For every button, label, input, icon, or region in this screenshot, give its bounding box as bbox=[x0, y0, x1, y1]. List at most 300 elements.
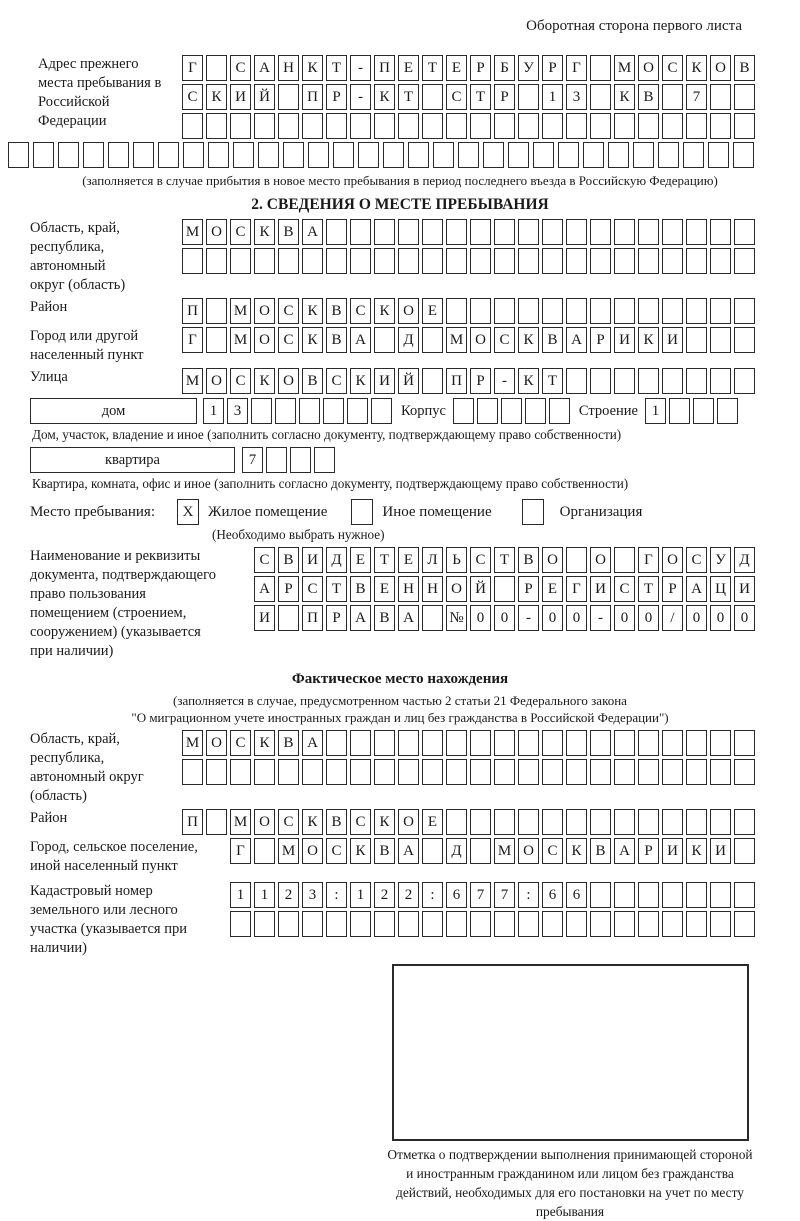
char-cell[interactable]: И bbox=[230, 84, 251, 110]
char-cell[interactable] bbox=[614, 730, 635, 756]
char-cell[interactable]: С bbox=[350, 809, 371, 835]
char-cell[interactable] bbox=[686, 113, 707, 139]
char-cell[interactable]: 1 bbox=[203, 398, 224, 424]
char-cell[interactable]: / bbox=[662, 605, 683, 631]
char-cell[interactable]: О bbox=[542, 547, 563, 573]
char-cell[interactable] bbox=[254, 113, 275, 139]
char-cell[interactable] bbox=[710, 911, 731, 937]
char-cell[interactable] bbox=[686, 730, 707, 756]
char-cell[interactable] bbox=[230, 248, 251, 274]
char-cell[interactable]: Д bbox=[398, 327, 419, 353]
char-cell[interactable] bbox=[686, 219, 707, 245]
char-cell[interactable] bbox=[734, 248, 755, 274]
char-cell[interactable]: 7 bbox=[470, 882, 491, 908]
char-cell[interactable] bbox=[453, 398, 474, 424]
char-cell[interactable] bbox=[614, 248, 635, 274]
char-cell[interactable]: А bbox=[398, 605, 419, 631]
char-cell[interactable]: В bbox=[374, 838, 395, 864]
stay-option-residential-checkbox[interactable]: X bbox=[177, 499, 199, 525]
char-cell[interactable] bbox=[422, 838, 443, 864]
char-cell[interactable] bbox=[446, 911, 467, 937]
char-cell[interactable]: М bbox=[614, 55, 635, 81]
char-cell[interactable]: И bbox=[590, 576, 611, 602]
char-cell[interactable]: О bbox=[398, 298, 419, 324]
char-cell[interactable] bbox=[446, 219, 467, 245]
char-cell[interactable]: Д bbox=[734, 547, 755, 573]
char-cell[interactable] bbox=[614, 298, 635, 324]
char-cell[interactable]: К bbox=[254, 219, 275, 245]
char-cell[interactable] bbox=[206, 55, 227, 81]
char-cell[interactable] bbox=[518, 298, 539, 324]
char-cell[interactable]: С bbox=[446, 84, 467, 110]
char-cell[interactable] bbox=[374, 248, 395, 274]
char-cell[interactable] bbox=[326, 113, 347, 139]
char-cell[interactable]: В bbox=[278, 730, 299, 756]
char-cell[interactable] bbox=[542, 730, 563, 756]
char-cell[interactable] bbox=[446, 759, 467, 785]
char-cell[interactable]: 6 bbox=[446, 882, 467, 908]
char-cell[interactable] bbox=[710, 730, 731, 756]
char-cell[interactable] bbox=[422, 730, 443, 756]
char-cell[interactable] bbox=[350, 219, 371, 245]
char-cell[interactable]: 2 bbox=[398, 882, 419, 908]
char-cell[interactable]: А bbox=[566, 327, 587, 353]
char-cell[interactable]: О bbox=[662, 547, 683, 573]
char-cell[interactable] bbox=[494, 298, 515, 324]
char-cell[interactable] bbox=[158, 142, 179, 168]
char-cell[interactable] bbox=[542, 298, 563, 324]
char-cell[interactable] bbox=[494, 911, 515, 937]
char-cell[interactable]: Р bbox=[326, 84, 347, 110]
char-cell[interactable] bbox=[374, 730, 395, 756]
char-cell[interactable] bbox=[558, 142, 579, 168]
char-cell[interactable]: К bbox=[302, 327, 323, 353]
char-cell[interactable] bbox=[518, 911, 539, 937]
char-cell[interactable] bbox=[566, 298, 587, 324]
char-cell[interactable] bbox=[350, 730, 371, 756]
char-cell[interactable] bbox=[662, 84, 683, 110]
char-cell[interactable] bbox=[525, 398, 546, 424]
char-cell[interactable]: Т bbox=[494, 547, 515, 573]
char-cell[interactable]: О bbox=[398, 809, 419, 835]
char-cell[interactable] bbox=[83, 142, 104, 168]
char-cell[interactable]: Т bbox=[398, 84, 419, 110]
char-cell[interactable]: Й bbox=[254, 84, 275, 110]
char-cell[interactable]: П bbox=[446, 368, 467, 394]
char-cell[interactable] bbox=[422, 113, 443, 139]
char-cell[interactable] bbox=[590, 911, 611, 937]
char-cell[interactable]: 0 bbox=[734, 605, 755, 631]
char-cell[interactable]: С bbox=[278, 327, 299, 353]
char-cell[interactable]: 6 bbox=[542, 882, 563, 908]
char-cell[interactable] bbox=[518, 809, 539, 835]
char-cell[interactable] bbox=[542, 248, 563, 274]
char-cell[interactable]: М bbox=[278, 838, 299, 864]
char-cell[interactable] bbox=[326, 248, 347, 274]
char-cell[interactable]: У bbox=[518, 55, 539, 81]
char-cell[interactable] bbox=[669, 398, 690, 424]
char-cell[interactable] bbox=[422, 219, 443, 245]
char-cell[interactable] bbox=[710, 113, 731, 139]
char-cell[interactable]: 3 bbox=[566, 84, 587, 110]
char-cell[interactable] bbox=[518, 84, 539, 110]
char-cell[interactable] bbox=[258, 142, 279, 168]
char-cell[interactable]: 2 bbox=[278, 882, 299, 908]
char-cell[interactable] bbox=[206, 759, 227, 785]
char-cell[interactable] bbox=[734, 219, 755, 245]
char-cell[interactable] bbox=[206, 298, 227, 324]
char-cell[interactable] bbox=[326, 730, 347, 756]
char-cell[interactable]: Г bbox=[182, 327, 203, 353]
char-cell[interactable] bbox=[710, 298, 731, 324]
char-cell[interactable]: 7 bbox=[242, 447, 263, 473]
char-cell[interactable] bbox=[662, 730, 683, 756]
char-cell[interactable]: 0 bbox=[470, 605, 491, 631]
char-cell[interactable] bbox=[518, 759, 539, 785]
char-cell[interactable] bbox=[371, 398, 392, 424]
char-cell[interactable] bbox=[662, 809, 683, 835]
char-cell[interactable] bbox=[278, 605, 299, 631]
char-cell[interactable] bbox=[708, 142, 729, 168]
char-cell[interactable] bbox=[58, 142, 79, 168]
char-cell[interactable] bbox=[278, 113, 299, 139]
char-cell[interactable] bbox=[470, 730, 491, 756]
char-cell[interactable] bbox=[638, 248, 659, 274]
char-cell[interactable] bbox=[638, 298, 659, 324]
char-cell[interactable]: Е bbox=[422, 298, 443, 324]
char-cell[interactable]: 7 bbox=[686, 84, 707, 110]
char-cell[interactable] bbox=[662, 368, 683, 394]
char-cell[interactable]: № bbox=[446, 605, 467, 631]
char-cell[interactable] bbox=[518, 219, 539, 245]
char-cell[interactable] bbox=[590, 248, 611, 274]
char-cell[interactable] bbox=[283, 142, 304, 168]
char-cell[interactable] bbox=[383, 142, 404, 168]
char-cell[interactable]: Т bbox=[542, 368, 563, 394]
char-cell[interactable] bbox=[542, 113, 563, 139]
char-cell[interactable] bbox=[374, 327, 395, 353]
char-cell[interactable] bbox=[326, 911, 347, 937]
char-cell[interactable] bbox=[323, 398, 344, 424]
char-cell[interactable] bbox=[590, 809, 611, 835]
char-cell[interactable]: Н bbox=[422, 576, 443, 602]
char-cell[interactable] bbox=[662, 759, 683, 785]
char-cell[interactable] bbox=[326, 759, 347, 785]
char-cell[interactable]: К bbox=[302, 809, 323, 835]
char-cell[interactable] bbox=[8, 142, 29, 168]
char-cell[interactable] bbox=[590, 759, 611, 785]
char-cell[interactable] bbox=[398, 759, 419, 785]
char-cell[interactable] bbox=[638, 219, 659, 245]
char-cell[interactable]: О bbox=[710, 55, 731, 81]
char-cell[interactable]: Е bbox=[542, 576, 563, 602]
char-cell[interactable] bbox=[662, 298, 683, 324]
char-cell[interactable]: П bbox=[182, 809, 203, 835]
char-cell[interactable] bbox=[182, 248, 203, 274]
char-cell[interactable]: - bbox=[350, 84, 371, 110]
char-cell[interactable] bbox=[710, 759, 731, 785]
char-cell[interactable] bbox=[734, 730, 755, 756]
char-cell[interactable]: Т bbox=[422, 55, 443, 81]
char-cell[interactable] bbox=[590, 730, 611, 756]
char-cell[interactable] bbox=[230, 113, 251, 139]
char-cell[interactable] bbox=[518, 248, 539, 274]
char-cell[interactable]: М bbox=[182, 219, 203, 245]
char-cell[interactable]: О bbox=[638, 55, 659, 81]
char-cell[interactable]: К bbox=[686, 55, 707, 81]
char-cell[interactable] bbox=[494, 248, 515, 274]
char-cell[interactable]: 3 bbox=[227, 398, 248, 424]
char-cell[interactable]: М bbox=[494, 838, 515, 864]
char-cell[interactable]: : bbox=[326, 882, 347, 908]
char-cell[interactable] bbox=[518, 730, 539, 756]
char-cell[interactable]: Н bbox=[398, 576, 419, 602]
char-cell[interactable] bbox=[566, 368, 587, 394]
char-cell[interactable] bbox=[590, 882, 611, 908]
char-cell[interactable]: Е bbox=[374, 576, 395, 602]
char-cell[interactable] bbox=[734, 882, 755, 908]
char-cell[interactable]: С bbox=[230, 730, 251, 756]
char-cell[interactable]: А bbox=[398, 838, 419, 864]
char-cell[interactable]: М bbox=[230, 809, 251, 835]
char-cell[interactable]: - bbox=[518, 605, 539, 631]
char-cell[interactable] bbox=[278, 84, 299, 110]
char-cell[interactable]: Й bbox=[398, 368, 419, 394]
char-cell[interactable] bbox=[566, 759, 587, 785]
char-cell[interactable]: К bbox=[350, 368, 371, 394]
char-cell[interactable] bbox=[470, 298, 491, 324]
char-cell[interactable] bbox=[470, 759, 491, 785]
char-cell[interactable]: П bbox=[182, 298, 203, 324]
char-cell[interactable]: К bbox=[302, 298, 323, 324]
char-cell[interactable]: Р bbox=[494, 84, 515, 110]
char-cell[interactable] bbox=[566, 911, 587, 937]
char-cell[interactable]: Р bbox=[542, 55, 563, 81]
char-cell[interactable]: С bbox=[182, 84, 203, 110]
char-cell[interactable] bbox=[278, 759, 299, 785]
char-cell[interactable]: Ц bbox=[710, 576, 731, 602]
char-cell[interactable]: С bbox=[494, 327, 515, 353]
char-cell[interactable]: В bbox=[638, 84, 659, 110]
char-cell[interactable]: И bbox=[254, 605, 275, 631]
char-cell[interactable]: Г bbox=[182, 55, 203, 81]
char-cell[interactable] bbox=[422, 759, 443, 785]
char-cell[interactable] bbox=[206, 327, 227, 353]
char-cell[interactable]: П bbox=[302, 605, 323, 631]
char-cell[interactable] bbox=[358, 142, 379, 168]
char-cell[interactable] bbox=[422, 248, 443, 274]
char-cell[interactable]: - bbox=[590, 605, 611, 631]
char-cell[interactable] bbox=[494, 113, 515, 139]
char-cell[interactable]: Р bbox=[470, 368, 491, 394]
char-cell[interactable] bbox=[686, 248, 707, 274]
char-cell[interactable]: 1 bbox=[645, 398, 666, 424]
char-cell[interactable] bbox=[494, 730, 515, 756]
char-cell[interactable] bbox=[583, 142, 604, 168]
char-cell[interactable]: Е bbox=[422, 809, 443, 835]
char-cell[interactable] bbox=[254, 911, 275, 937]
char-cell[interactable] bbox=[398, 248, 419, 274]
char-cell[interactable] bbox=[734, 327, 755, 353]
char-cell[interactable] bbox=[662, 911, 683, 937]
char-cell[interactable] bbox=[662, 882, 683, 908]
char-cell[interactable]: А bbox=[350, 605, 371, 631]
char-cell[interactable] bbox=[566, 248, 587, 274]
char-cell[interactable]: К bbox=[518, 368, 539, 394]
char-cell[interactable]: К bbox=[350, 838, 371, 864]
char-cell[interactable] bbox=[566, 809, 587, 835]
char-cell[interactable] bbox=[614, 219, 635, 245]
char-cell[interactable] bbox=[458, 142, 479, 168]
char-cell[interactable] bbox=[614, 113, 635, 139]
char-cell[interactable] bbox=[734, 759, 755, 785]
char-cell[interactable]: С bbox=[542, 838, 563, 864]
char-cell[interactable] bbox=[686, 327, 707, 353]
char-cell[interactable] bbox=[398, 113, 419, 139]
char-cell[interactable]: К bbox=[374, 84, 395, 110]
char-cell[interactable]: Р bbox=[662, 576, 683, 602]
char-cell[interactable] bbox=[614, 882, 635, 908]
char-cell[interactable]: И bbox=[662, 327, 683, 353]
char-cell[interactable] bbox=[590, 113, 611, 139]
char-cell[interactable]: 1 bbox=[230, 882, 251, 908]
char-cell[interactable] bbox=[302, 759, 323, 785]
char-cell[interactable] bbox=[408, 142, 429, 168]
char-cell[interactable] bbox=[710, 248, 731, 274]
char-cell[interactable]: О bbox=[470, 327, 491, 353]
char-cell[interactable]: И bbox=[662, 838, 683, 864]
char-cell[interactable] bbox=[686, 911, 707, 937]
char-cell[interactable]: О bbox=[446, 576, 467, 602]
char-cell[interactable] bbox=[494, 759, 515, 785]
char-cell[interactable] bbox=[710, 219, 731, 245]
char-cell[interactable] bbox=[254, 838, 275, 864]
char-cell[interactable] bbox=[275, 398, 296, 424]
char-cell[interactable]: И bbox=[734, 576, 755, 602]
char-cell[interactable]: - bbox=[494, 368, 515, 394]
char-cell[interactable] bbox=[734, 298, 755, 324]
char-cell[interactable] bbox=[686, 882, 707, 908]
char-cell[interactable] bbox=[686, 298, 707, 324]
char-cell[interactable] bbox=[299, 398, 320, 424]
char-cell[interactable] bbox=[614, 911, 635, 937]
char-cell[interactable]: С bbox=[278, 809, 299, 835]
char-cell[interactable] bbox=[501, 398, 522, 424]
char-cell[interactable] bbox=[302, 248, 323, 274]
char-cell[interactable] bbox=[422, 911, 443, 937]
char-cell[interactable] bbox=[350, 248, 371, 274]
char-cell[interactable]: С bbox=[326, 838, 347, 864]
char-cell[interactable]: С bbox=[614, 576, 635, 602]
char-cell[interactable]: - bbox=[350, 55, 371, 81]
char-cell[interactable] bbox=[686, 368, 707, 394]
char-cell[interactable]: О bbox=[206, 730, 227, 756]
char-cell[interactable]: О bbox=[590, 547, 611, 573]
char-cell[interactable]: Д bbox=[446, 838, 467, 864]
char-cell[interactable]: К bbox=[638, 327, 659, 353]
char-cell[interactable] bbox=[638, 911, 659, 937]
char-cell[interactable] bbox=[251, 398, 272, 424]
char-cell[interactable]: Р bbox=[590, 327, 611, 353]
char-cell[interactable]: П bbox=[302, 84, 323, 110]
char-cell[interactable]: М bbox=[446, 327, 467, 353]
char-cell[interactable] bbox=[566, 219, 587, 245]
char-cell[interactable] bbox=[614, 547, 635, 573]
char-cell[interactable]: В bbox=[326, 327, 347, 353]
char-cell[interactable] bbox=[470, 248, 491, 274]
char-cell[interactable]: Р bbox=[638, 838, 659, 864]
char-cell[interactable]: В bbox=[326, 298, 347, 324]
char-cell[interactable] bbox=[662, 219, 683, 245]
char-cell[interactable] bbox=[494, 809, 515, 835]
char-cell[interactable]: В bbox=[302, 368, 323, 394]
char-cell[interactable]: Н bbox=[278, 55, 299, 81]
char-cell[interactable] bbox=[446, 248, 467, 274]
char-cell[interactable]: М bbox=[182, 368, 203, 394]
stay-option-other-checkbox[interactable] bbox=[351, 499, 373, 525]
char-cell[interactable] bbox=[614, 759, 635, 785]
char-cell[interactable]: А bbox=[350, 327, 371, 353]
char-cell[interactable] bbox=[470, 838, 491, 864]
char-cell[interactable] bbox=[233, 142, 254, 168]
char-cell[interactable]: 3 bbox=[302, 882, 323, 908]
char-cell[interactable]: С bbox=[686, 547, 707, 573]
char-cell[interactable] bbox=[683, 142, 704, 168]
char-cell[interactable] bbox=[734, 838, 755, 864]
char-cell[interactable]: А bbox=[254, 576, 275, 602]
char-cell[interactable] bbox=[350, 759, 371, 785]
char-cell[interactable] bbox=[662, 248, 683, 274]
char-cell[interactable]: О bbox=[206, 368, 227, 394]
char-cell[interactable]: К bbox=[518, 327, 539, 353]
char-cell[interactable] bbox=[446, 730, 467, 756]
char-cell[interactable] bbox=[422, 327, 443, 353]
char-cell[interactable]: 0 bbox=[494, 605, 515, 631]
char-cell[interactable] bbox=[590, 84, 611, 110]
char-cell[interactable] bbox=[566, 730, 587, 756]
char-cell[interactable]: Е bbox=[398, 547, 419, 573]
char-cell[interactable]: К bbox=[254, 730, 275, 756]
char-cell[interactable]: О bbox=[206, 219, 227, 245]
char-cell[interactable]: К bbox=[302, 55, 323, 81]
char-cell[interactable]: 1 bbox=[542, 84, 563, 110]
char-cell[interactable] bbox=[734, 113, 755, 139]
char-cell[interactable]: К bbox=[254, 368, 275, 394]
char-cell[interactable]: С bbox=[230, 55, 251, 81]
char-cell[interactable]: И bbox=[614, 327, 635, 353]
char-cell[interactable]: Г bbox=[230, 838, 251, 864]
char-cell[interactable] bbox=[710, 327, 731, 353]
char-cell[interactable] bbox=[278, 911, 299, 937]
char-cell[interactable]: Г bbox=[566, 576, 587, 602]
char-cell[interactable] bbox=[183, 142, 204, 168]
char-cell[interactable] bbox=[542, 219, 563, 245]
char-cell[interactable]: О bbox=[254, 327, 275, 353]
char-cell[interactable]: О bbox=[254, 809, 275, 835]
char-cell[interactable]: О bbox=[254, 298, 275, 324]
char-cell[interactable]: А bbox=[302, 730, 323, 756]
char-cell[interactable] bbox=[206, 113, 227, 139]
char-cell[interactable] bbox=[508, 142, 529, 168]
char-cell[interactable] bbox=[533, 142, 554, 168]
char-cell[interactable]: С bbox=[230, 219, 251, 245]
char-cell[interactable]: А bbox=[254, 55, 275, 81]
char-cell[interactable]: К bbox=[686, 838, 707, 864]
char-cell[interactable] bbox=[590, 368, 611, 394]
char-cell[interactable] bbox=[633, 142, 654, 168]
char-cell[interactable] bbox=[446, 298, 467, 324]
char-cell[interactable] bbox=[470, 809, 491, 835]
